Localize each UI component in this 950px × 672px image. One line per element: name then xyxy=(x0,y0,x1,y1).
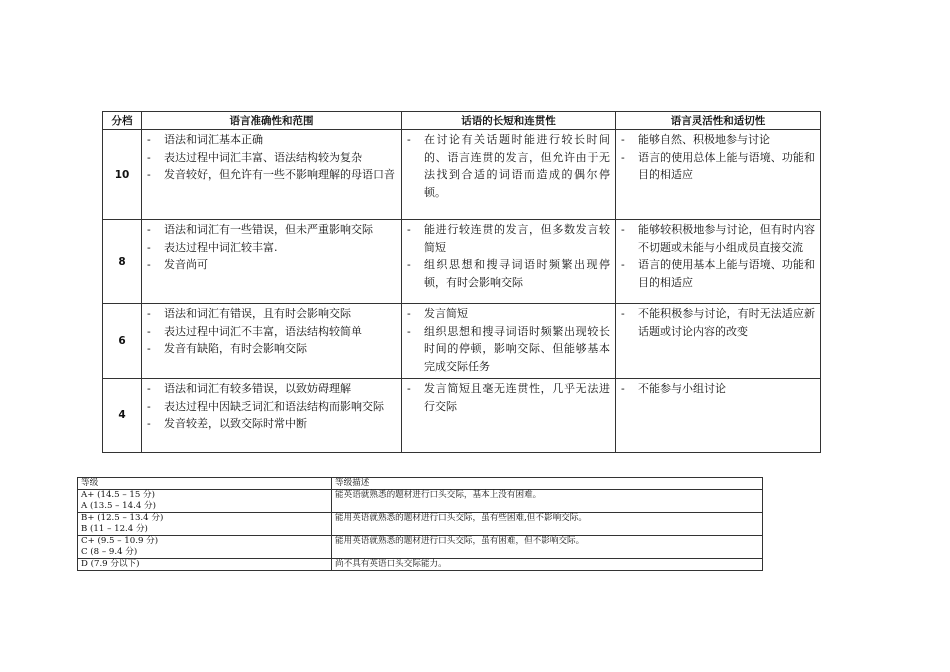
grade-level-table xyxy=(77,477,763,571)
criterion-item: - 能够自然、积极地参与讨论 xyxy=(619,131,815,149)
fluency-cell xyxy=(402,378,616,452)
criterion-item: - 表达过程中词汇较丰富. xyxy=(145,239,396,257)
grade-row-d xyxy=(78,559,763,571)
score-cell: 8 xyxy=(103,220,142,304)
criterion-item: - 组织思想和搜寻词语时频繁出现较长时间的停顿，影响交际、但能够基本完成交际任务 xyxy=(405,323,610,376)
fluency-cell xyxy=(402,220,616,304)
grade-row-c xyxy=(78,536,763,559)
grade-band-cell xyxy=(78,490,332,513)
grade-band: A (13.5 – 14.4 分) xyxy=(81,501,156,511)
grade-desc: 能用英语就熟悉的题材进行口头交际，虽有些困难,但不影响交际。 xyxy=(332,513,763,536)
flexibility-cell xyxy=(616,304,821,379)
header-score: 分档 xyxy=(103,112,142,130)
speaking-rubric-table xyxy=(102,111,821,453)
grade-band: A+ (14.5 – 15 分) xyxy=(81,490,155,500)
grade-header-band: 等级 xyxy=(78,478,332,490)
criterion-item: - 能进行较连贯的发言，但多数发言较简短 xyxy=(405,221,610,256)
criterion-item: - 在讨论有关话题时能进行较长时间的、语言连贯的发言，但允许由于无法找到合适的词语而造成的偶尔停顿。 xyxy=(405,131,610,202)
rubric-row-6 xyxy=(103,304,821,379)
flexibility-cell xyxy=(616,130,821,220)
criterion-item: - 表达过程中因缺乏词汇和语法结构而影响交际 xyxy=(145,398,396,416)
criterion-item: - 表达过程中词汇不丰富，语法结构较简单 xyxy=(145,323,396,341)
criterion-item: - 语法和词汇基本正确 xyxy=(145,131,396,149)
flexibility-cell xyxy=(616,378,821,452)
criterion-item: - 不能参与小组讨论 xyxy=(619,380,815,398)
header-accuracy: 语言准确性和范围 xyxy=(142,112,402,130)
grade-header-row xyxy=(78,478,763,490)
grade-row-a xyxy=(78,490,763,513)
criterion-item: - 语言的使用基本上能与语境、功能和目的相适应 xyxy=(619,256,815,291)
grade-band: B+ (12.5 – 13.4 分) xyxy=(81,513,164,523)
grade-desc: 能用英语就熟悉的题材进行口头交际，虽有困难，但不影响交际。 xyxy=(332,536,763,559)
score-cell: 10 xyxy=(103,130,142,220)
grade-desc: 能英语就熟悉的题材进行口头交际，基本上没有困难。 xyxy=(332,490,763,513)
criterion-item: - 发音较好，但允许有一些不影响理解的母语口音 xyxy=(145,166,396,184)
score-cell: 4 xyxy=(103,378,142,452)
grade-band-cell xyxy=(78,536,332,559)
grade-band: C+ (9.5 – 10.9 分) xyxy=(81,536,159,546)
accuracy-cell xyxy=(142,378,402,452)
criterion-item: - 表达过程中词汇丰富、语法结构较为复杂 xyxy=(145,149,396,167)
grade-band-cell xyxy=(78,559,332,571)
header-fluency: 话语的长短和连贯性 xyxy=(402,112,616,130)
header-flexibility: 语言灵活性和适切性 xyxy=(616,112,821,130)
rubric-row-8 xyxy=(103,220,821,304)
grade-band: B (11 – 12.4 分) xyxy=(81,524,148,534)
rubric-row-10 xyxy=(103,130,821,220)
fluency-cell xyxy=(402,130,616,220)
criterion-item: - 语法和词汇有较多错误，以致妨碍理解 xyxy=(145,380,396,398)
criterion-item: - 组织思想和搜寻词语时频繁出现停顿，有时会影响交际 xyxy=(405,256,610,291)
grade-header-desc: 等级描述 xyxy=(332,478,763,490)
criterion-item: - 发言简短且毫无连贯性，几乎无法进行交际 xyxy=(405,380,610,415)
criterion-item: - 语法和词汇有一些错误，但未严重影响交际 xyxy=(145,221,396,239)
criterion-item: - 不能积极参与讨论，有时无法适应新话题或讨论内容的改变 xyxy=(619,305,815,340)
grade-band: C (8 – 9.4 分) xyxy=(81,547,138,557)
grade-band: D (7.9 分以下) xyxy=(81,559,140,569)
grade-row-b xyxy=(78,513,763,536)
rubric-header-row xyxy=(103,112,821,130)
criterion-item: - 能够较积极地参与讨论，但有时内容不切题或未能与小组成员直接交流 xyxy=(619,221,815,256)
criterion-item: - 发音尚可 xyxy=(145,256,396,274)
rubric-row-4 xyxy=(103,378,821,452)
criterion-item: - 语言的使用总体上能与语境、功能和目的相适应 xyxy=(619,149,815,184)
accuracy-cell xyxy=(142,130,402,220)
grade-desc: 尚不具有英语口头交际能力。 xyxy=(332,559,763,571)
accuracy-cell xyxy=(142,220,402,304)
flexibility-cell xyxy=(616,220,821,304)
criterion-item: - 发音较差，以致交际时常中断 xyxy=(145,415,396,433)
criterion-item: - 发音有缺陷，有时会影响交际 xyxy=(145,340,396,358)
grade-band-cell xyxy=(78,513,332,536)
fluency-cell xyxy=(402,304,616,379)
criterion-item: - 发言简短 xyxy=(405,305,610,323)
criterion-item: - 语法和词汇有错误，且有时会影响交际 xyxy=(145,305,396,323)
score-cell: 6 xyxy=(103,304,142,379)
accuracy-cell xyxy=(142,304,402,379)
